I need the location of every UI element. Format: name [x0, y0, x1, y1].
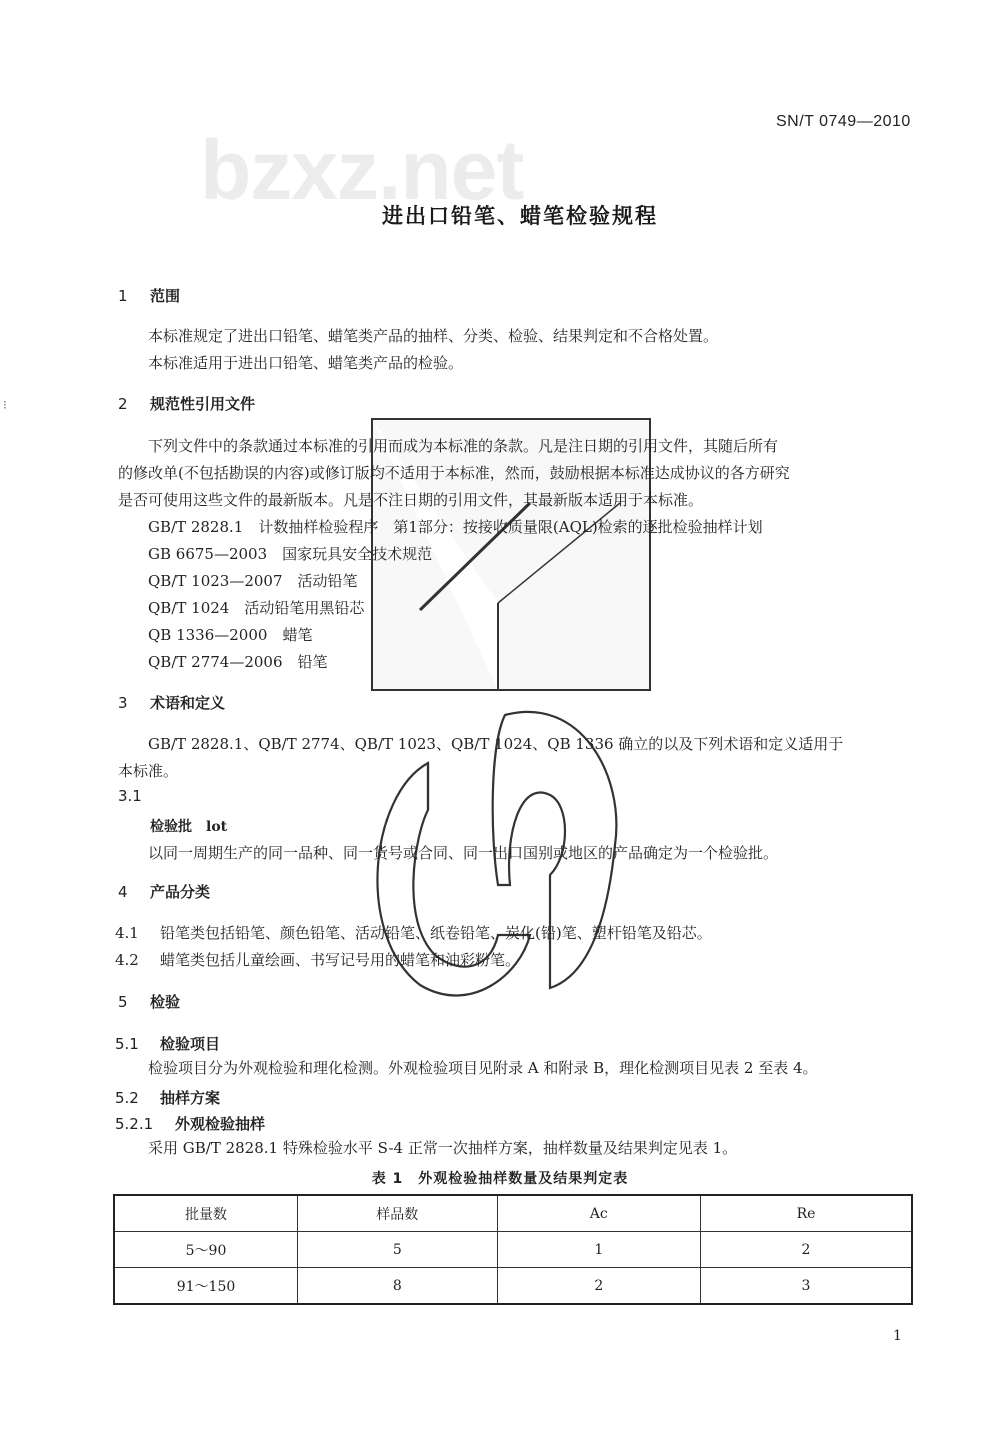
- reference-item: QB/T 2774—2006 铅笔: [148, 653, 328, 671]
- reference-item: QB/T 1023—2007 活动铅笔: [148, 572, 358, 590]
- header-re: Re: [701, 1195, 912, 1232]
- clause-5-2-heading: 5.2 抽样方案: [115, 1089, 221, 1107]
- section-2-intro-line-1: 下列文件中的条款通过本标准的引用而成为本标准的条款。凡是注日期的引用文件，其随后所有: [148, 437, 779, 455]
- margin-scan-mark: ⁝: [3, 398, 7, 412]
- term-definition: 以同一周期生产的同一品种、同一货号或合同、同一出口国别或地区的产品确定为一个检验批。: [148, 844, 779, 862]
- table-row: 5～90 5 1 2: [114, 1232, 912, 1268]
- section-1-heading: 1 范围: [118, 287, 181, 305]
- table-1-caption: 表 1 外观检验抽样数量及结果判定表: [371, 1171, 629, 1187]
- term-heading: 检验批 lot: [150, 819, 228, 835]
- section-1-para-2: 本标准适用于进出口铅笔、蜡笔类产品的检验。: [148, 354, 464, 372]
- table-header-row: [114, 1195, 912, 1232]
- reference-item: QB 1336—2000 蜡笔: [148, 626, 313, 644]
- clause-5-2-1-text: 采用 GB/T 2828.1 特殊检验水平 S-4 正常一次抽样方案，抽样数量及结果判定见表 1。: [148, 1139, 738, 1157]
- section-1-para-1: 本标准规定了进出口铅笔、蜡笔类产品的抽样、分类、检验、结果判定和不合格处置。: [148, 327, 719, 345]
- document-title: 进出口铅笔、蜡笔检验规程: [382, 204, 658, 228]
- section-2-intro-line-3: 是否可使用这些文件的最新版本。凡是不注日期的引用文件，其最新版本适用于本标准。: [118, 491, 704, 509]
- section-5-heading: 5 检验: [118, 993, 181, 1011]
- standard-number: SN/T 0749—2010: [776, 113, 911, 130]
- clause-5-1-heading: 5.1 检验项目: [115, 1035, 221, 1053]
- clause-5-2-1-heading: 5.2.1 外观检验抽样: [115, 1115, 266, 1133]
- section-2-heading: 2 规范性引用文件: [118, 395, 256, 413]
- page-number: 1: [893, 1328, 902, 1344]
- section-4-heading: 4 产品分类: [118, 883, 211, 901]
- header-ac: Ac: [497, 1195, 700, 1232]
- header-lot-size: 批量数: [114, 1195, 298, 1232]
- section-2-intro-line-2: 的修改单(不包括勘误的内容)或修订版均不适用于本标准，然而，鼓励根据本标准达成协议的各方研究: [118, 464, 790, 482]
- reference-item: QB/T 1024 活动铅笔用黑铅芯: [148, 599, 365, 617]
- table-1: [113, 1194, 913, 1305]
- section-3-intro-line-2: 本标准。: [118, 762, 179, 780]
- table-row: 91～150 8 2 3: [114, 1268, 912, 1305]
- clause-4-2: 4.2 蜡笔类包括儿童绘画、书写记号用的蜡笔和油彩粉笔。: [115, 951, 521, 969]
- clause-4-1: 4.1 铅笔类包括铅笔、颜色铅笔、活动铅笔、纸卷铅笔、炭化(铅)笔、塑杆铅笔及铅芯。: [115, 924, 712, 942]
- reference-item: GB 6675—2003 国家玩具安全技术规范: [148, 545, 433, 563]
- reference-item: GB/T 2828.1 计数抽样检验程序 第1部分：按接收质量限(AQL)检索的逐批检验抽样计划: [148, 518, 763, 536]
- clause-5-1-text: 检验项目分为外观检验和理化检测。外观检验项目见附录 A 和附录 B，理化检测项目见表 2 至表 4。: [148, 1059, 818, 1077]
- section-3-intro-line-1: GB/T 2828.1、QB/T 2774、QB/T 1023、QB/T 1024、QB 1336 确立的以及下列术语和定义适用于: [148, 735, 844, 753]
- section-3-heading: 3 术语和定义: [118, 694, 226, 712]
- watermark: bzxz.net: [200, 123, 524, 217]
- clause-3-1-number: 3.1: [118, 787, 142, 805]
- header-sample-size: 样品数: [298, 1195, 498, 1232]
